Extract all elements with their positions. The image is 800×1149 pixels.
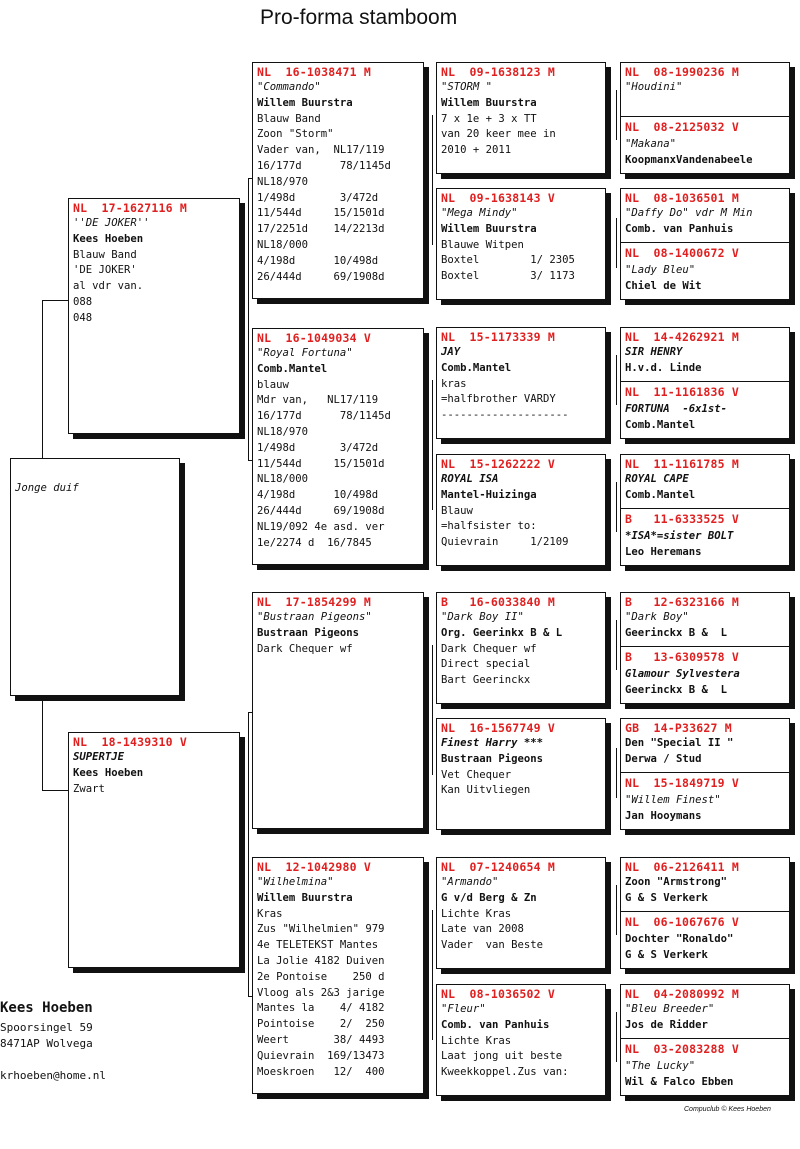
connector-line <box>42 300 43 460</box>
info-line: Quievrain 1/2109 <box>441 536 569 549</box>
info-line: =halfbrother VARDY <box>441 393 556 406</box>
connector-line <box>42 300 69 301</box>
breeder-line: G & S Verkerk <box>625 891 708 904</box>
breeder-address-city: 8471AP Wolvega <box>0 1037 93 1050</box>
breeder-line: Comb.Mantel <box>441 361 512 374</box>
ring-number: NL 09-1638123 M <box>441 65 555 79</box>
info-line: Zus "Wilhelmien" 979 <box>257 923 385 936</box>
info-line: Dark Chequer wf <box>441 642 537 655</box>
pigeon-name: "STORM " <box>441 81 493 93</box>
info-line: Lichte Kras <box>441 1034 512 1047</box>
ring-number: NL 08-2125032 V <box>625 120 739 134</box>
info-line: Lichte Kras <box>441 907 512 920</box>
divider <box>621 646 789 647</box>
ring-number: NL 11-1161785 M <box>625 457 739 471</box>
breeder-line: H.v.d. Linde <box>625 361 702 374</box>
ring-number: NL 17-1627116 M <box>73 201 187 215</box>
credit-text: Compuclub © Kees Hoeben <box>684 1106 771 1113</box>
ring-number: NL 06-2126411 M <box>625 860 739 874</box>
ring-number: GB 14-P33627 M <box>625 721 732 735</box>
breeder-line: Bustraan Pigeons <box>257 626 360 639</box>
breeder-line: Willem Buurstra <box>441 222 537 235</box>
info-line: Blauwe Witpen <box>441 238 524 251</box>
ring-number: B 12-6323166 M <box>625 595 739 609</box>
ancestor-pair-card <box>620 718 790 830</box>
breeder-email[interactable]: krhoeben@home.nl <box>0 1069 106 1082</box>
pigeon-name: SUPERTJE <box>73 751 125 763</box>
info-line: La Jolie 4182 Duiven <box>257 954 385 967</box>
info-line: 11/544d 15/1501d <box>257 207 385 220</box>
info-line: 1/498d 3/472d <box>257 191 379 204</box>
info-line: Blauw Band <box>257 112 321 125</box>
breeder-line: Wil & Falco Ebben <box>625 1075 734 1088</box>
pigeon-name: Finest Harry *** <box>441 737 544 749</box>
info-line: Kan Uitvliegen <box>441 784 531 797</box>
connector-line <box>616 90 617 140</box>
subject-name: Jonge duif <box>15 482 79 494</box>
breeder-line: G & S Verkerk <box>625 948 708 961</box>
pigeon-name: FORTUNA -6x1st- <box>625 403 728 415</box>
breeder-line: Derwa / Stud <box>625 752 702 765</box>
info-line: 11/544d 15/1501d <box>257 457 385 470</box>
breeder-line: Jos de Ridder <box>625 1018 708 1031</box>
info-line: -------------------- <box>441 409 569 422</box>
info-line: NL19/092 4e asd. ver <box>257 520 385 533</box>
pigeon-name: "Armando" <box>441 876 499 888</box>
connector-line <box>432 380 433 510</box>
info-line: 088 <box>73 295 93 308</box>
ring-number: NL 16-1038471 M <box>257 65 371 79</box>
grandparent-card <box>252 857 424 1094</box>
ancestor-pair-card <box>620 857 790 969</box>
breeder-line: Geerinckx B & L <box>625 626 728 639</box>
pigeon-name: Dochter "Ronaldo" <box>625 933 734 945</box>
divider <box>621 772 789 773</box>
pigeon-name: "Royal Fortuna" <box>257 347 353 359</box>
grandparent-card <box>252 328 424 565</box>
divider <box>621 242 789 243</box>
pigeon-name: Den "Special II " <box>625 737 734 749</box>
ring-number: NL 16-1049034 V <box>257 331 371 345</box>
divider <box>621 1038 789 1039</box>
info-line: 4/198d 10/498d <box>257 254 379 267</box>
pigeon-name: *ISA*=sister BOLT <box>625 530 734 542</box>
ancestor-pair-card <box>620 188 790 300</box>
pigeon-name: "Bustraan Pigeons" <box>257 611 372 623</box>
info-line: Vader van, NL17/119 <box>257 144 385 157</box>
grandparent-card <box>252 62 424 299</box>
divider <box>621 381 789 382</box>
info-line: NL18/000 <box>257 238 309 251</box>
great-grandparent-card <box>436 327 606 439</box>
dam-card <box>68 732 240 968</box>
pigeon-name: "Mega Mindy" <box>441 207 518 219</box>
connector-line <box>616 1012 617 1062</box>
info-line: 26/444d 69/1908d <box>257 504 385 517</box>
info-line: Pointoise 2/ 250 <box>257 1018 385 1031</box>
connector-line <box>432 645 433 775</box>
info-line: 17/2251d 14/2213d <box>257 223 385 236</box>
info-line: al vdr van. <box>73 280 144 293</box>
ring-number: NL 03-2083288 V <box>625 1042 739 1056</box>
info-line: Vloog als 2&3 jarige <box>257 986 385 999</box>
pigeon-name: ROYAL ISA <box>441 473 499 485</box>
subject-card <box>10 458 180 696</box>
great-grandparent-card <box>436 188 606 300</box>
ring-number: NL 08-1990236 M <box>625 65 739 79</box>
info-line: NL18/000 <box>257 473 309 486</box>
breeder-name: Kees Hoeben <box>0 1000 93 1016</box>
info-line: NL18/970 <box>257 175 309 188</box>
great-grandparent-card <box>436 984 606 1096</box>
ring-number: NL 08-1036502 V <box>441 987 555 1001</box>
breeder-line: Kees Hoeben <box>73 766 144 779</box>
breeder-line: Willem Buurstra <box>257 96 353 109</box>
pigeon-name: "Makana" <box>625 138 677 150</box>
info-line: 26/444d 69/1908d <box>257 270 385 283</box>
pigeon-name: JAY <box>441 346 461 358</box>
breeder-line: Comb.Mantel <box>257 362 328 375</box>
info-line: Mdr van, NL17/119 <box>257 394 379 407</box>
pigeon-name: ROYAL CAPE <box>625 473 689 485</box>
pigeon-name: "Houdini" <box>625 81 683 93</box>
ancestor-pair-card <box>620 984 790 1096</box>
ring-number: NL 15-1262222 V <box>441 457 555 471</box>
ring-number: NL 12-1042980 V <box>257 860 371 874</box>
info-line: kras <box>441 377 467 390</box>
info-line: Mantes la 4/ 4182 <box>257 1002 385 1015</box>
pigeon-name: "The Lucky" <box>625 1060 696 1072</box>
ring-number: NL 15-1849719 V <box>625 776 739 790</box>
info-line: Boxtel 3/ 1173 <box>441 270 575 283</box>
great-grandparent-card <box>436 62 606 174</box>
ring-number: NL 06-1067676 V <box>625 915 739 929</box>
breeder-address-street: Spoorsingel 59 <box>0 1021 93 1034</box>
info-line: 4/198d 10/498d <box>257 489 379 502</box>
ring-number: NL 16-1567749 V <box>441 721 555 735</box>
info-line: Blauw <box>441 504 473 517</box>
info-line: Laat jong uit beste <box>441 1050 563 1063</box>
pigeon-name: "Lady Bleu" <box>625 264 696 276</box>
page-title: Pro-forma stamboom <box>260 6 458 29</box>
pigeon-name: "Willem Finest" <box>625 794 721 806</box>
ancestor-pair-card <box>620 592 790 704</box>
breeder-line: Mantel-Huizinga <box>441 488 537 501</box>
connector-line <box>432 115 433 245</box>
great-grandparent-card <box>436 592 606 704</box>
info-line: 16/177d 78/1145d <box>257 410 391 423</box>
info-line: 16/177d 78/1145d <box>257 159 391 172</box>
info-line: Kweekkoppel.Zus van: <box>441 1066 569 1079</box>
ring-number: NL 09-1638143 V <box>441 191 555 205</box>
divider <box>621 911 789 912</box>
pigeon-name: Glamour Sylvestera <box>625 668 740 680</box>
ancestor-pair-card <box>620 62 790 174</box>
sire-card <box>68 198 240 434</box>
ring-number: NL 11-1161836 V <box>625 385 739 399</box>
pigeon-name: "Fleur" <box>441 1003 486 1015</box>
connector-line <box>248 178 249 460</box>
ring-number: NL 15-1173339 M <box>441 330 555 344</box>
ancestor-pair-card <box>620 327 790 439</box>
breeder-line: Willem Buurstra <box>257 891 353 904</box>
breeder-line: Comb. van Panhuis <box>625 222 734 235</box>
connector-line <box>616 620 617 670</box>
breeder-line: Kees Hoeben <box>73 232 144 245</box>
info-line: 2e Pontoise 250 d <box>257 970 385 983</box>
info-line: Direct special <box>441 658 531 671</box>
breeder-line: Leo Heremans <box>625 545 702 558</box>
pigeon-name: "Daffy Do" vdr M Min <box>625 207 753 219</box>
info-line: Dark Chequer wf <box>257 642 353 655</box>
info-line: 2010 + 2011 <box>441 144 512 157</box>
ring-number: B 16-6033840 M <box>441 595 555 609</box>
info-line: Zwart <box>73 782 105 795</box>
breeder-line: Chiel de Wit <box>625 279 702 292</box>
info-line: 1/498d 3/472d <box>257 441 379 454</box>
connector-line <box>432 910 433 1040</box>
info-line: Moeskroen 12/ 400 <box>257 1065 385 1078</box>
connector-line <box>42 700 43 790</box>
pigeon-name: ''DE JOKER'' <box>73 217 150 229</box>
great-grandparent-card <box>436 857 606 969</box>
ancestor-pair-card <box>620 454 790 566</box>
pigeon-name: Zoon "Armstrong" <box>625 876 728 888</box>
connector-line <box>248 712 249 996</box>
ring-number: NL 18-1439310 V <box>73 735 187 749</box>
pigeon-name: "Wilhelmina" <box>257 876 334 888</box>
info-line: 4e TELETEKST Mantes <box>257 939 379 952</box>
breeder-line: KoopmanxVandenabeele <box>625 153 753 166</box>
connector-line <box>616 482 617 532</box>
breeder-line: G v/d Berg & Zn <box>441 891 537 904</box>
pigeon-name: "Bleu Breeder" <box>625 1003 715 1015</box>
info-line: Weert 38/ 4493 <box>257 1033 385 1046</box>
info-line: 7 x 1e + 3 x TT <box>441 112 537 125</box>
great-grandparent-card <box>436 718 606 830</box>
info-line: blauw <box>257 378 289 391</box>
breeder-line: Geerinckx B & L <box>625 683 728 696</box>
ring-number: NL 07-1240654 M <box>441 860 555 874</box>
info-line: Quievrain 169/13473 <box>257 1049 385 1062</box>
info-line: NL18/970 <box>257 425 309 438</box>
info-line: Kras <box>257 907 283 920</box>
ring-number: B 11-6333525 V <box>625 512 739 526</box>
divider <box>621 116 789 117</box>
info-line: van 20 keer mee in <box>441 128 556 141</box>
info-line: =halfsister to: <box>441 520 537 533</box>
info-line: Boxtel 1/ 2305 <box>441 254 575 267</box>
great-grandparent-card <box>436 454 606 566</box>
pigeon-name: "Dark Boy" <box>625 611 689 623</box>
info-line: Vet Chequer <box>441 768 512 781</box>
breeder-line: Comb.Mantel <box>625 418 696 431</box>
divider <box>621 508 789 509</box>
ring-number: NL 14-4262921 M <box>625 330 739 344</box>
info-line: Late van 2008 <box>441 923 524 936</box>
pigeon-name: SIR HENRY <box>625 346 683 358</box>
breeder-line: Comb.Mantel <box>625 488 696 501</box>
ring-number: NL 08-1036501 M <box>625 191 739 205</box>
breeder-line: Org. Geerinkx B & L <box>441 626 563 639</box>
ring-number: B 13-6309578 V <box>625 650 739 664</box>
connector-line <box>616 748 617 798</box>
info-line: Zoon "Storm" <box>257 128 334 141</box>
breeder-line: Jan Hooymans <box>625 809 702 822</box>
ring-number: NL 17-1854299 M <box>257 595 371 609</box>
info-line: 'DE JOKER' <box>73 264 137 277</box>
ring-number: NL 04-2080992 M <box>625 987 739 1001</box>
connector-line <box>616 885 617 935</box>
grandparent-card <box>252 592 424 829</box>
breeder-line: Comb. van Panhuis <box>441 1018 550 1031</box>
info-line: Bart Geerinckx <box>441 674 531 687</box>
connector-line <box>42 790 69 791</box>
breeder-line: Bustraan Pigeons <box>441 752 544 765</box>
info-line: 048 <box>73 311 93 324</box>
breeder-info <box>0 998 106 1084</box>
connector-line <box>616 218 617 268</box>
pigeon-name: "Commando" <box>257 81 321 93</box>
ring-number: NL 08-1400672 V <box>625 246 739 260</box>
info-line: Blauw Band <box>73 248 137 261</box>
breeder-line: Willem Buurstra <box>441 96 537 109</box>
pigeon-name: "Dark Boy II" <box>441 611 524 623</box>
info-line: Vader van Beste <box>441 939 544 952</box>
info-line: 1e/2274 d 16/7845 <box>257 536 372 549</box>
connector-line <box>616 355 617 405</box>
